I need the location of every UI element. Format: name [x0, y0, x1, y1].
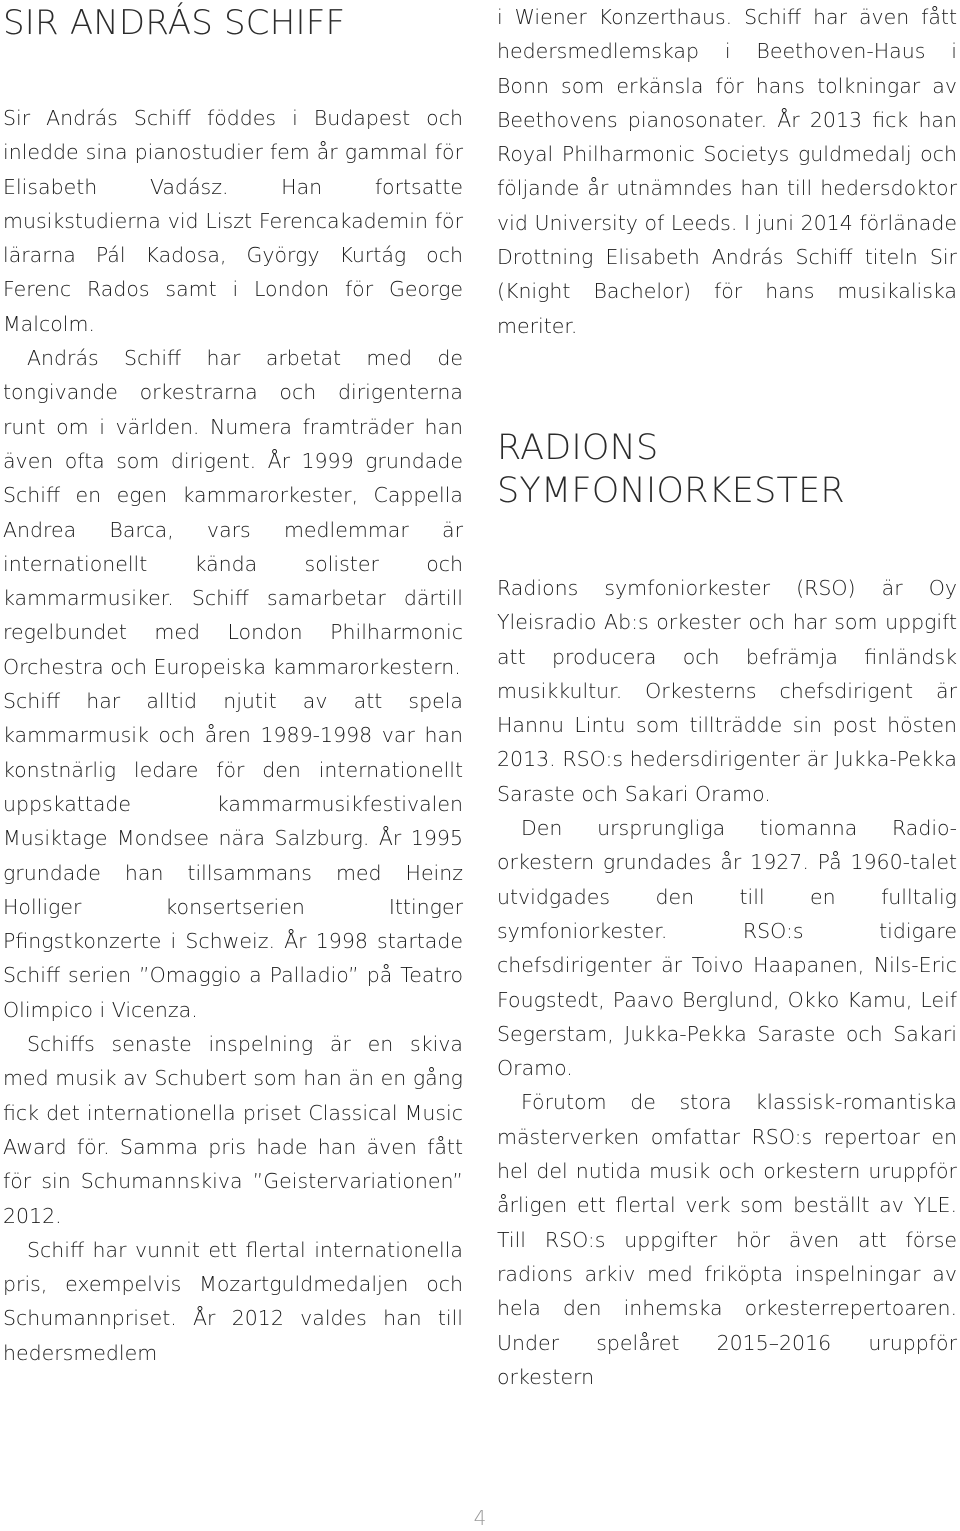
article-heading-rso: RADIONS SYMFONIORKESTER	[497, 427, 845, 511]
paragraph-continuation: i Wiener Konzerthaus. Schiff har även fått hedersmedlemskap i Beethoven-Haus i Bonn som erkänsla för hans tolkningar av Beethovens pianosonater. År 2013 fick han Royal Philharmonic Societys guldmedalj och följande år utnämndes han till hedersdoktor vid University of Leeds. I juni 2014 förlänade Drottning Elisabeth András Schiff titeln Sir (Knight Bachelor) för hans musikaliska meriter.	[497, 5, 957, 338]
paragraph: András Schiff har arbetat med de tongivande orkestrarna och dirigenterna runt om i världen. Numera framträder han även ofta som dirigent. År 1999 grundade Schiff en egen kammarorkester, Cappella Andrea Barca, vars medlemmar är internationellt kända solister och kammarmusiker. Schiff samarbetar därtill regelbundet med London Philharmonic Orchestra och Europeiska kammarorkestern.	[3, 346, 463, 679]
paragraph: Den ursprungliga tiomanna Radioorkestern grundades år 1927. På 1960-talet utvidgades den till en fulltalig symfoniorkester. RSO:s tidigare chefsdirigenter är Toivo Haapanen, Nils-Eric Fougstedt, Paavo Berglund, Okko Kamu, Leif Segerstam, Jukka-Pekka Saraste och Sakari Oramo.	[497, 816, 957, 1081]
right-column	[497, 0, 957, 1394]
paragraph: Radions symfoniorkester (RSO) är Oy Yleisradio Ab:s orkester och har som uppgift att producera och befrämja finländsk musikkultur. Orkesterns chefsdirigent är Hannu Lintu som tillträdde sin post hösten 2013. RSO:s hedersdirigenter är Jukka-Pekka Saraste och Sakari Oramo.	[497, 575, 957, 806]
page-number: 4	[473, 1506, 487, 1530]
paragraph: Sir András Schiff föddes i Budapest och inledde sina pianostudier fem år gammal för Elisabeth Vadász. Han fortsatte musikstudierna vid Liszt Ferencakademin för lärarna Pál Kadosa, György Kurtág och Ferenc Rados samt i London för George Malcolm.	[3, 106, 463, 336]
left-column	[3, 0, 463, 1370]
paragraph: Schiff har vunnit ett flertal internationella pris, exempelvis Mozartguldmedaljen och Schumannpriset. År 2012 valdes han till hedersmedlem	[3, 1237, 463, 1365]
paragraph: Schiffs senaste inspelning är en skiva med musik av Schubert som han än en gång fick det internationella priset Classical Music Award för. Samma pris hade han även fått för sin Schumannskiva ”Geistervariationen” 2012.	[3, 1032, 463, 1228]
article-heading-schiff: SIR ANDRÁS SCHIFF	[3, 3, 346, 43]
paragraph: Förutom de stora klassisk-romantiska mästerverken omfattar RSO:s repertoar en hel del nutida musik och orkestern uruppför årligen ett flertal verk som beställt av YLE. Till RSO:s uppgifter hör även att förse radions arkiv med friköpta inspelningar av hela den inhemska orkesterrepertoaren. Under spelåret 2015–2016 uruppför orkestern	[497, 1090, 957, 1389]
paragraph: Schiff har alltid njutit av att spela kammarmusik och åren 1989-1998 var han konstnärlig ledare för den internationellt uppskattade kammarmusikfestivalen Musiktage Mondsee nära Salzburg. År 1995 grundade han tillsammans med Heinz Holliger konsertserien Ittinger Pfingstkonzerte i Schweiz. År 1998 startade Schiff serien ”Omaggio a Palladio” på Teatro Olimpico i Vicenza.	[3, 689, 463, 1022]
